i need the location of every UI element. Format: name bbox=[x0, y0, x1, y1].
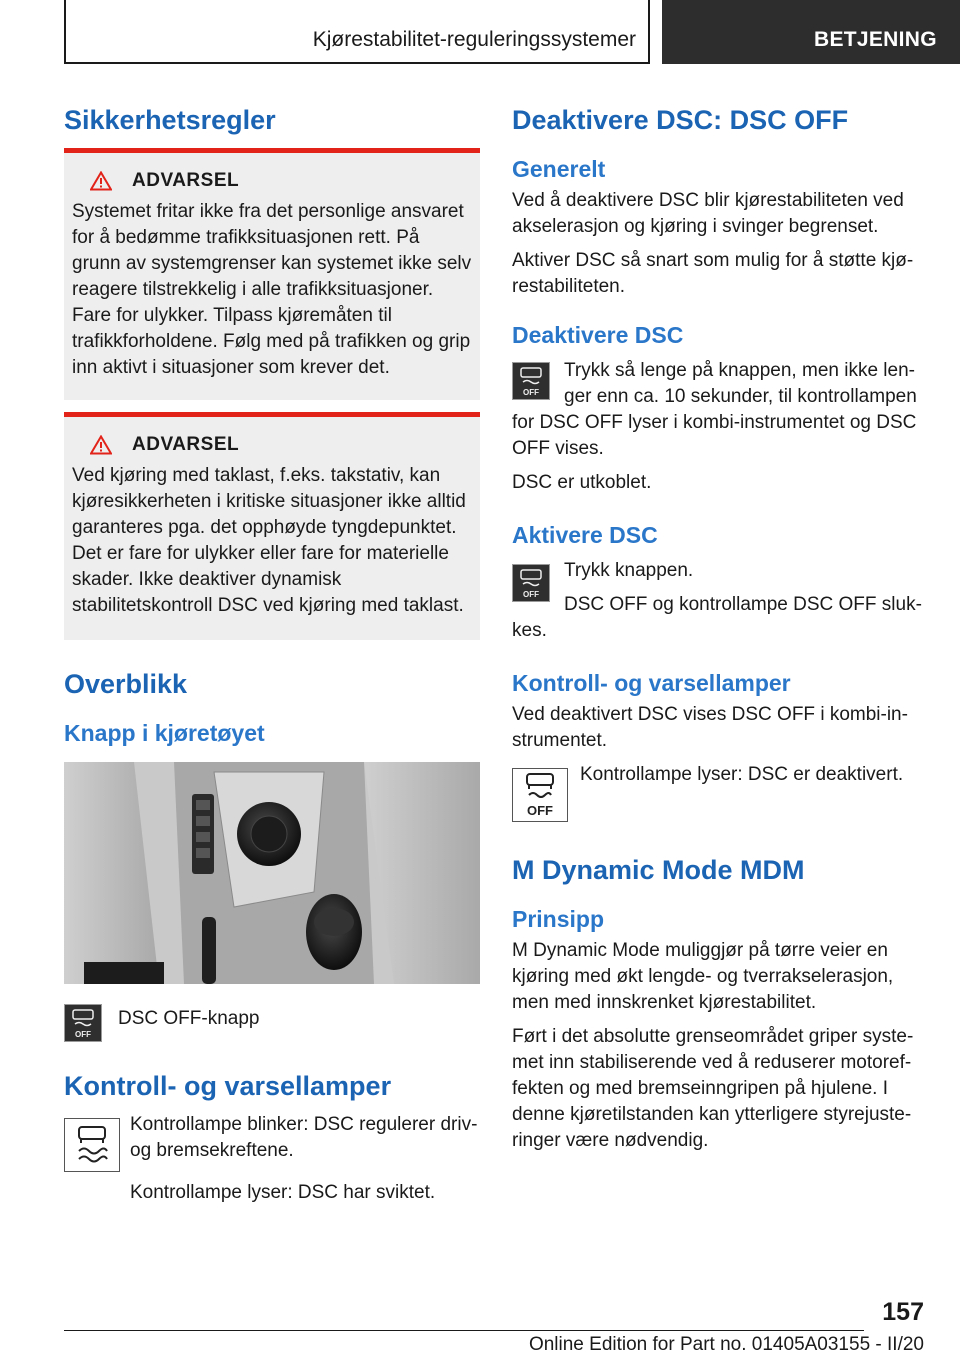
deactivate-text-1: Trykk så lenge på knappen, men ikke lenger enn ca. 10 sekunder, til kontrollampen for DSC OFF lyser i kombi-instrumentet og DSC OFF vises. bbox=[512, 360, 917, 459]
dsc-off-button-icon bbox=[512, 564, 550, 602]
section-title: BETJENING bbox=[814, 28, 937, 51]
dsc-lamp-icon bbox=[64, 1118, 120, 1172]
activate-subheading: Aktivere DSC bbox=[512, 522, 658, 548]
edition-text: Online Edition for Part no. 01405A03155 - II/20 bbox=[528, 1334, 924, 1355]
right-column bbox=[512, 100, 924, 1154]
general-subheading: Generelt bbox=[512, 156, 606, 182]
section-tab bbox=[662, 0, 960, 64]
general-text-1: Ved å deaktivere DSC blir kjørestabiliteten ved akselerasjon og kjøring i svinger begrenset. bbox=[512, 190, 904, 237]
lamp-blink-row bbox=[64, 1112, 480, 1172]
dsc-off-button-icon bbox=[512, 362, 550, 400]
lamps-text-1: Ved deaktivert DSC vises DSC OFF i kombi-instrumentet. bbox=[512, 704, 908, 751]
general-text-2: Aktiver DSC så snart som mulig for å støtte kjørestabiliteten. bbox=[512, 250, 914, 297]
lamps-text-2: Kontrollampe lyser: DSC er deaktivert. bbox=[580, 764, 904, 785]
warning-text: Ved kjøring med taklast, f.eks. takstativ, kan kjøresikkerheten i kritiske situasjoner ikke alltid garanteres pga. det opphøyde tyngdepunktet. Det er fare for ulykker eller fare for materielle skader. Ikke deaktiver dynamisk stabilitetskontroll DSC ved kjøring med taklast. bbox=[72, 465, 466, 616]
warning-label: ADVARSEL bbox=[132, 170, 240, 191]
activate-text-1: Trykk knappen. bbox=[564, 560, 694, 581]
lamp-deactivated-row bbox=[512, 762, 924, 822]
warning-text: Systemet fritar ikke fra det personlige ansvaret for å bedømme trafikksituasjonen rett. På grunn av systemgrenser kan systemet ikke selv reagere tilstrekkelig i alle trafikksituasjoner. Fare for ulykker. Tilpass kjøremåten til trafikkforholdene. Følg med på trafikken og grip inn aktivt i situasjoner som krever det. bbox=[72, 201, 472, 378]
warning-box-1 bbox=[64, 148, 480, 400]
lamps-subheading: Kontroll- og varsellamper bbox=[512, 670, 791, 696]
dsc-off-lamp-icon bbox=[512, 768, 568, 822]
lamp-on-text: Kontrollampe lyser: DSC har sviktet. bbox=[130, 1182, 436, 1203]
activate-text-2: DSC OFF og kontrollampe DSC OFF slukkes. bbox=[512, 594, 922, 641]
warning-box-2 bbox=[64, 412, 480, 640]
dsc-off-button-icon bbox=[64, 1004, 102, 1042]
button-subheading: Knapp i kjøretøyet bbox=[64, 720, 265, 746]
lamps-heading: Kontroll- og varsellamper bbox=[64, 1071, 392, 1101]
principle-text-1: M Dynamic Mode muliggjør på tørre veier en kjøring med økt lengde- og tverrakselerasjon, men med innskrenket kjørestabilitet. bbox=[512, 940, 894, 1013]
lamp-blink-text: Kontrollampe blinker: DSC regulerer driv- og bremsekreftene. bbox=[130, 1114, 478, 1161]
footer-divider bbox=[64, 1330, 864, 1331]
svg-text:OFF: OFF bbox=[523, 590, 539, 599]
chapter-title: Kjørestabilitet-reguleringssystemer bbox=[312, 28, 636, 51]
safety-heading: Sikkerhetsregler bbox=[64, 105, 276, 135]
warning-label: ADVARSEL bbox=[132, 434, 240, 455]
button-caption: DSC OFF-knapp bbox=[118, 1008, 260, 1029]
warning-triangle-icon bbox=[90, 171, 112, 191]
deactivate-subheading: Deaktivere DSC bbox=[512, 322, 684, 348]
page-number: 157 bbox=[882, 1298, 924, 1326]
page-header bbox=[0, 0, 960, 66]
dsc-off-button-caption bbox=[64, 1004, 480, 1042]
principle-text-2: Ført i det absolutte grenseområdet griper systemet inn stabiliserende ved å reduserer motoreffekten og med bremseinngripen på hjulene. I denne kjøretilstanden kan ytterligere styrejusteringer være nødvendig. bbox=[512, 1026, 914, 1151]
warning-header bbox=[72, 431, 472, 459]
deactivate-dsc-heading: Deaktivere DSC: DSC OFF bbox=[512, 105, 849, 135]
overview-heading: Overblikk bbox=[64, 669, 188, 699]
console-illustration bbox=[64, 762, 480, 984]
svg-text:OFF: OFF bbox=[75, 1030, 91, 1039]
svg-text:OFF: OFF bbox=[523, 388, 539, 397]
activate-step bbox=[512, 558, 924, 644]
left-column bbox=[64, 100, 480, 1206]
deactivate-text-2: DSC er utkoblet. bbox=[512, 472, 652, 493]
deactivate-step bbox=[512, 358, 924, 462]
chapter-tab bbox=[64, 0, 650, 64]
warning-triangle-icon bbox=[90, 435, 112, 455]
center-console-photo bbox=[64, 762, 480, 984]
svg-text:OFF: OFF bbox=[527, 803, 553, 818]
mdm-heading: M Dynamic Mode MDM bbox=[512, 855, 805, 885]
warning-header bbox=[72, 167, 472, 195]
principle-subheading: Prinsipp bbox=[512, 906, 605, 932]
